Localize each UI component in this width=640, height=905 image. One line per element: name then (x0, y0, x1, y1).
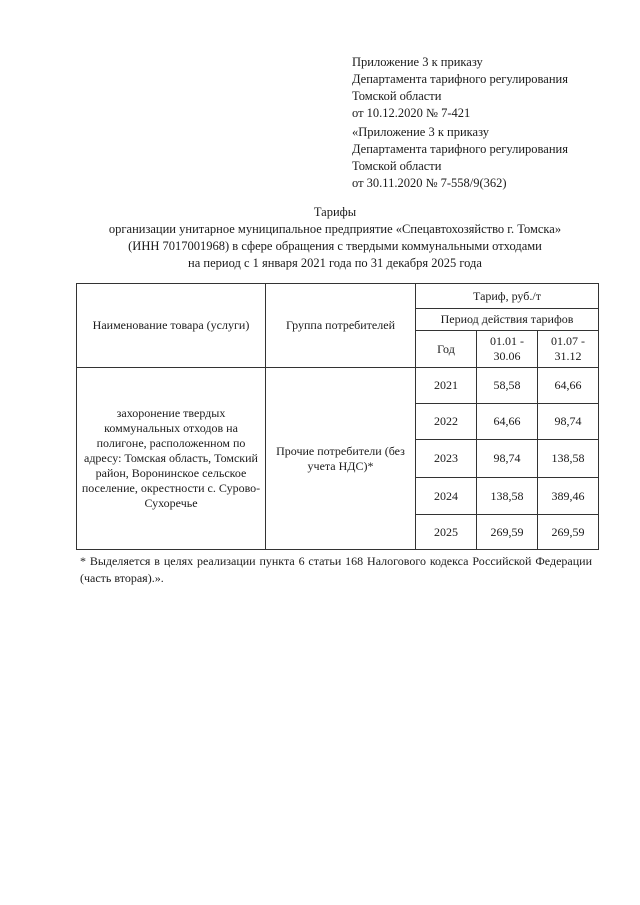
annex-line: Томской области (352, 159, 442, 173)
tariff-first-half-cell: 269,59 (477, 515, 538, 550)
document-title (40, 204, 630, 272)
header-product: Наименование товара (услуги) (77, 284, 266, 368)
tariff-first-half-cell: 64,66 (477, 404, 538, 440)
title-heading: Тарифы (313, 205, 357, 219)
tariff-first-half-cell: 98,74 (477, 440, 538, 478)
year-cell: 2021 (416, 368, 477, 404)
annex-line: от 10.12.2020 № 7-421 (352, 106, 471, 120)
product-name-cell: захоронение твердых коммунальных отходов на полигоне, расположенном по адресу: Томская область, Томский район, Воронинское сельское поселение, окрестности с. Сурово-Сухоречье (77, 368, 266, 550)
footnote: * Выделяется в целях реализации пункта 6 статьи 168 Налогового кодекса Российской Федерации (часть вторая).». (80, 554, 592, 585)
tariff-second-half-cell: 98,74 (538, 404, 599, 440)
annex-line: Томской области (352, 89, 442, 103)
annex-reference-current (352, 54, 622, 122)
tariff-table (76, 283, 599, 550)
tariff-second-half-cell: 389,46 (538, 478, 599, 515)
annex-line: Департамента тарифного регулирования (352, 142, 568, 156)
title-line: на период с 1 января 2021 года по 31 декабря 2025 года (188, 256, 482, 270)
year-cell: 2023 (416, 440, 477, 478)
tariff-second-half-cell: 269,59 (538, 515, 599, 550)
annex-line: Департамента тарифного регулирования (352, 72, 568, 86)
table-row (77, 368, 599, 404)
annex-reference-previous (352, 124, 622, 192)
header-period: Период действия тарифов (416, 309, 599, 331)
tariff-second-half-cell: 138,58 (538, 440, 599, 478)
header-consumer-group: Группа потребителей (266, 284, 416, 368)
header-tariff: Тариф, руб./т (416, 284, 599, 309)
tariff-first-half-cell: 58,58 (477, 368, 538, 404)
header-first-half: 01.01 - 30.06 (477, 331, 538, 368)
header-second-half: 01.07 - 31.12 (538, 331, 599, 368)
year-cell: 2024 (416, 478, 477, 515)
annex-line: «Приложение 3 к приказу (352, 125, 490, 139)
annex-line: от 30.11.2020 № 7-558/9(362) (352, 176, 507, 190)
title-line: (ИНН 7017001968) в сфере обращения с твердыми коммунальными отходами (128, 239, 542, 253)
tariff-first-half-cell: 138,58 (477, 478, 538, 515)
header-year: Год (416, 331, 477, 368)
consumer-group-cell: Прочие потребители (без учета НДС)* (266, 368, 416, 550)
tariff-second-half-cell: 64,66 (538, 368, 599, 404)
annex-line: Приложение 3 к приказу (352, 55, 483, 69)
year-cell: 2025 (416, 515, 477, 550)
year-cell: 2022 (416, 404, 477, 440)
title-line: организации унитарное муниципальное предприятие «Спецавтохозяйство г. Томска» (108, 222, 562, 236)
